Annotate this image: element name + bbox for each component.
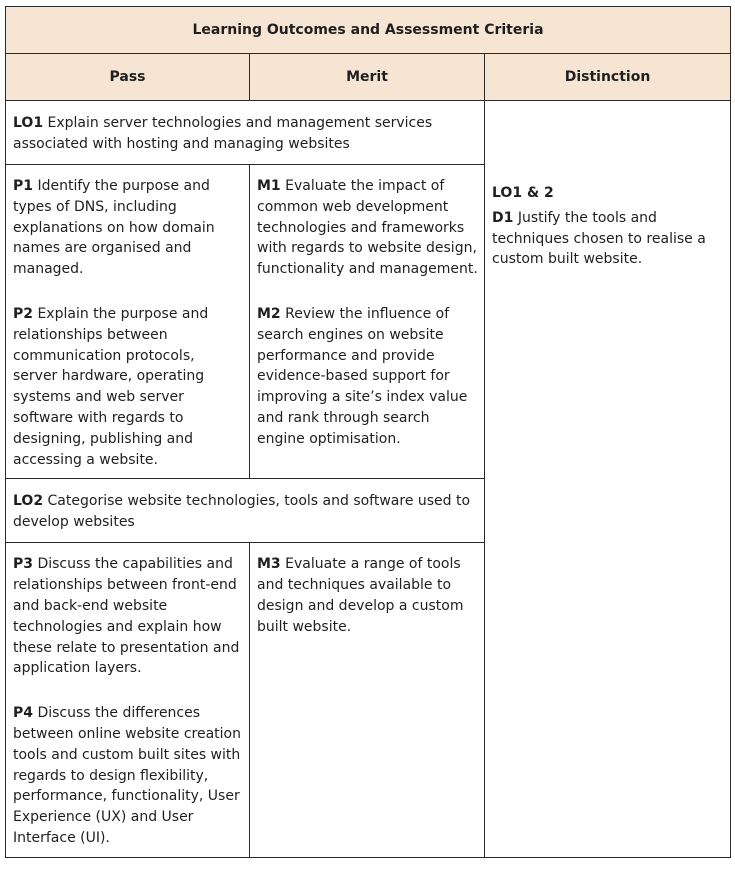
criterion-m3 (257, 554, 478, 637)
lo1-row (6, 101, 731, 165)
assessment-criteria-table (5, 6, 731, 858)
criterion-p2 (13, 304, 243, 470)
lo1-cell (6, 101, 485, 165)
lo1-text: Explain server technologies and management services associated with hosting and managing websites (13, 115, 433, 152)
p4-code: P4 (13, 705, 34, 722)
title-row (6, 7, 731, 54)
p3-code: P3 (13, 556, 34, 573)
merit-criteria-lo2 (250, 543, 485, 857)
p1-code: P1 (13, 178, 34, 194)
m2-code: M2 (257, 305, 281, 322)
merit-criteria-lo1 (250, 165, 485, 479)
pass-criteria-lo2 (6, 543, 250, 857)
lo2-code: LO2 (13, 493, 44, 510)
p4-text: Discuss the differences between online website creation tools and custom built sites with regards to design flexibility, performance, functionality, User Experience (UX) and User Interface (UI). (13, 705, 241, 846)
p2-code: P2 (13, 305, 34, 322)
m1-code: M1 (257, 178, 281, 194)
d1-text: Justify the tools and techniques chosen to realise a custom built website. (492, 209, 706, 268)
criterion-p1 (13, 176, 243, 280)
lo2-cell (6, 479, 485, 543)
pass-criteria-lo1 (6, 165, 250, 479)
header-row (6, 54, 731, 101)
column-header-distinction: Distinction (485, 54, 731, 101)
m3-code: M3 (257, 556, 281, 573)
lo2-text: Categorise website technologies, tools and software used to develop websites (13, 493, 471, 531)
d1-code: D1 (492, 209, 514, 226)
p2-text: Explain the purpose and relationships between communication protocols, server hardware, operating systems and web server software with regards to designing, publishing and accessing a website. (13, 305, 209, 468)
m3-text: Evaluate a range of tools and techniques available to design and develop a custom built website. (257, 556, 464, 635)
distinction-cell (485, 101, 731, 858)
p1-text: Identify the purpose and types of DNS, including explanations on how domain names are organised and managed. (13, 178, 215, 278)
column-header-merit: Merit (250, 54, 485, 101)
column-header-pass: Pass (6, 54, 250, 101)
criterion-m2 (257, 304, 478, 450)
lo1-code: LO1 (13, 115, 44, 131)
distinction-heading: LO1 & 2 (492, 185, 554, 201)
m1-text: Evaluate the impact of common web development technologies and frameworks with regards to website design, functionality and management. (257, 178, 478, 278)
p3-text: Discuss the capabilities and relationships between front-end and back-end website technologies and explain how these relate to presentation and application layers. (13, 556, 240, 677)
criterion-m1 (257, 176, 478, 280)
criterion-p4 (13, 703, 243, 849)
criterion-p3 (13, 554, 243, 679)
table-title: Learning Outcomes and Assessment Criteria (6, 7, 731, 54)
m2-text: Review the influence of search engines on website performance and provide evidence-based support for improving a site’s index value and rank through search engine optimisation. (257, 305, 468, 447)
